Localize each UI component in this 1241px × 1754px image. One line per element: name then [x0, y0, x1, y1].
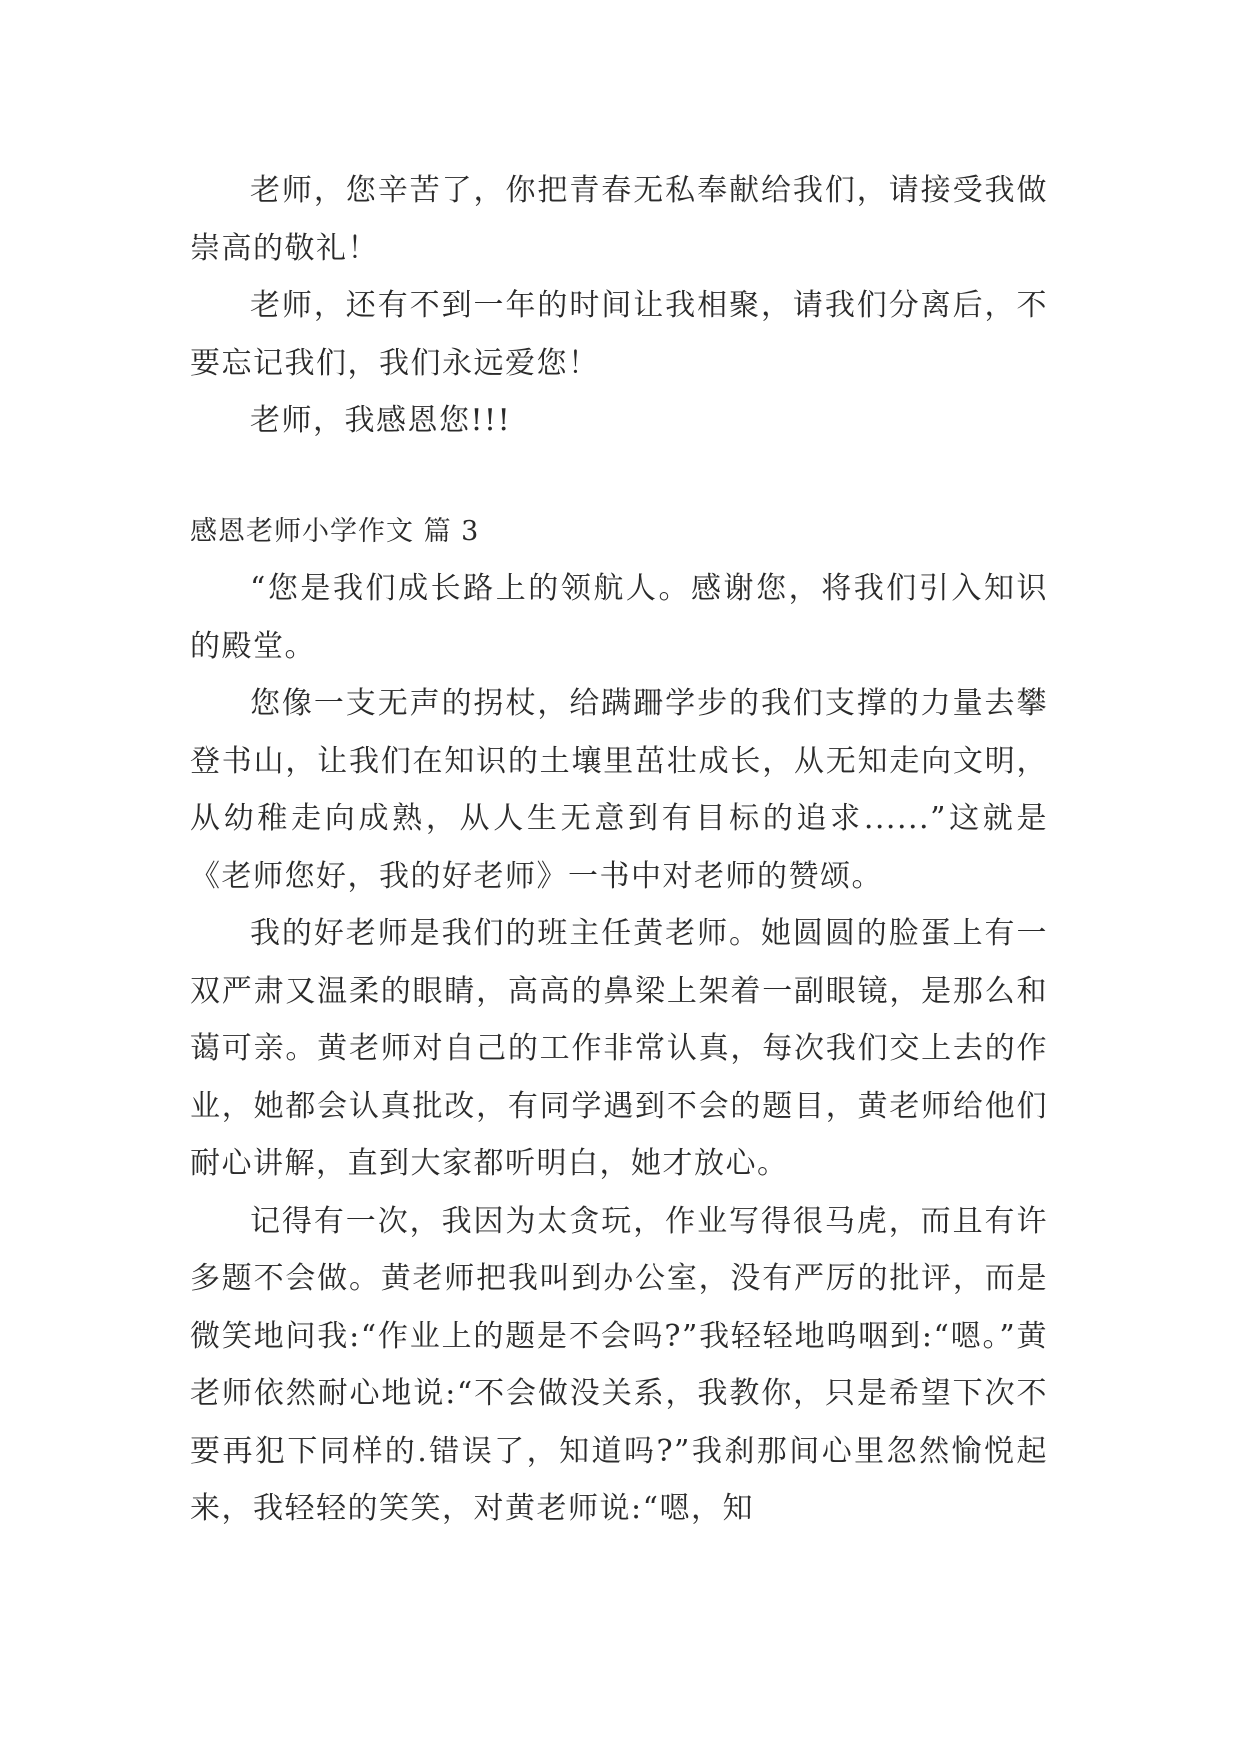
paragraph: “您是我们成长路上的领航人。感谢您，将我们引入知识的殿堂。	[190, 571, 1048, 664]
paragraph: 记得有一次，我因为太贪玩，作业写得很马虎，而且有许多题不会做。黄老师把我叫到办公室，没有严厉的批评，而是微笑地问我:“作业上的题是不会吗?”我轻轻地呜咽到:“嗯。”黄老师依然耐心地说:“不会做没关系，我教你，只是希望下次不要再犯下同样的.错误了，知道吗?”我刹那间心里忽然愉悦起来，我轻轻的笑笑，对黄老师说:“嗯，知	[190, 1203, 1048, 1526]
section-heading: 感恩老师小学作文 篇 3	[190, 515, 480, 547]
paragraph: 老师，您辛苦了，你把青春无私奉献给我们，请接受我做崇高的敬礼！	[190, 173, 1048, 266]
paragraph: 老师，还有不到一年的时间让我相聚，请我们分离后，不要忘记我们，我们永远爱您！	[190, 288, 1048, 381]
document-body	[190, 162, 1048, 1538]
paragraph: 我的好老师是我们的班主任黄老师。她圆圆的脸蛋上有一双严肃又温柔的眼睛，高高的鼻梁上架着一副眼镜，是那么和蔼可亲。黄老师对自己的工作非常认真，每次我们交上去的作业，她都会认真批改，有同学遇到不会的题目，黄老师给他们耐心讲解，直到大家都听明白，她才放心。	[190, 916, 1048, 1181]
paragraph: 老师，我感恩您!!!	[250, 403, 512, 438]
paragraph: 您像一支无声的拐杖，给蹒跚学步的我们支撑的力量去攀登书山，让我们在知识的土壤里茁壮成长，从无知走向文明，从幼稚走向成熟，从人生无意到有目标的追求......”这就是《老师您好，我的好老师》一书中对老师的赞颂。	[190, 686, 1048, 894]
